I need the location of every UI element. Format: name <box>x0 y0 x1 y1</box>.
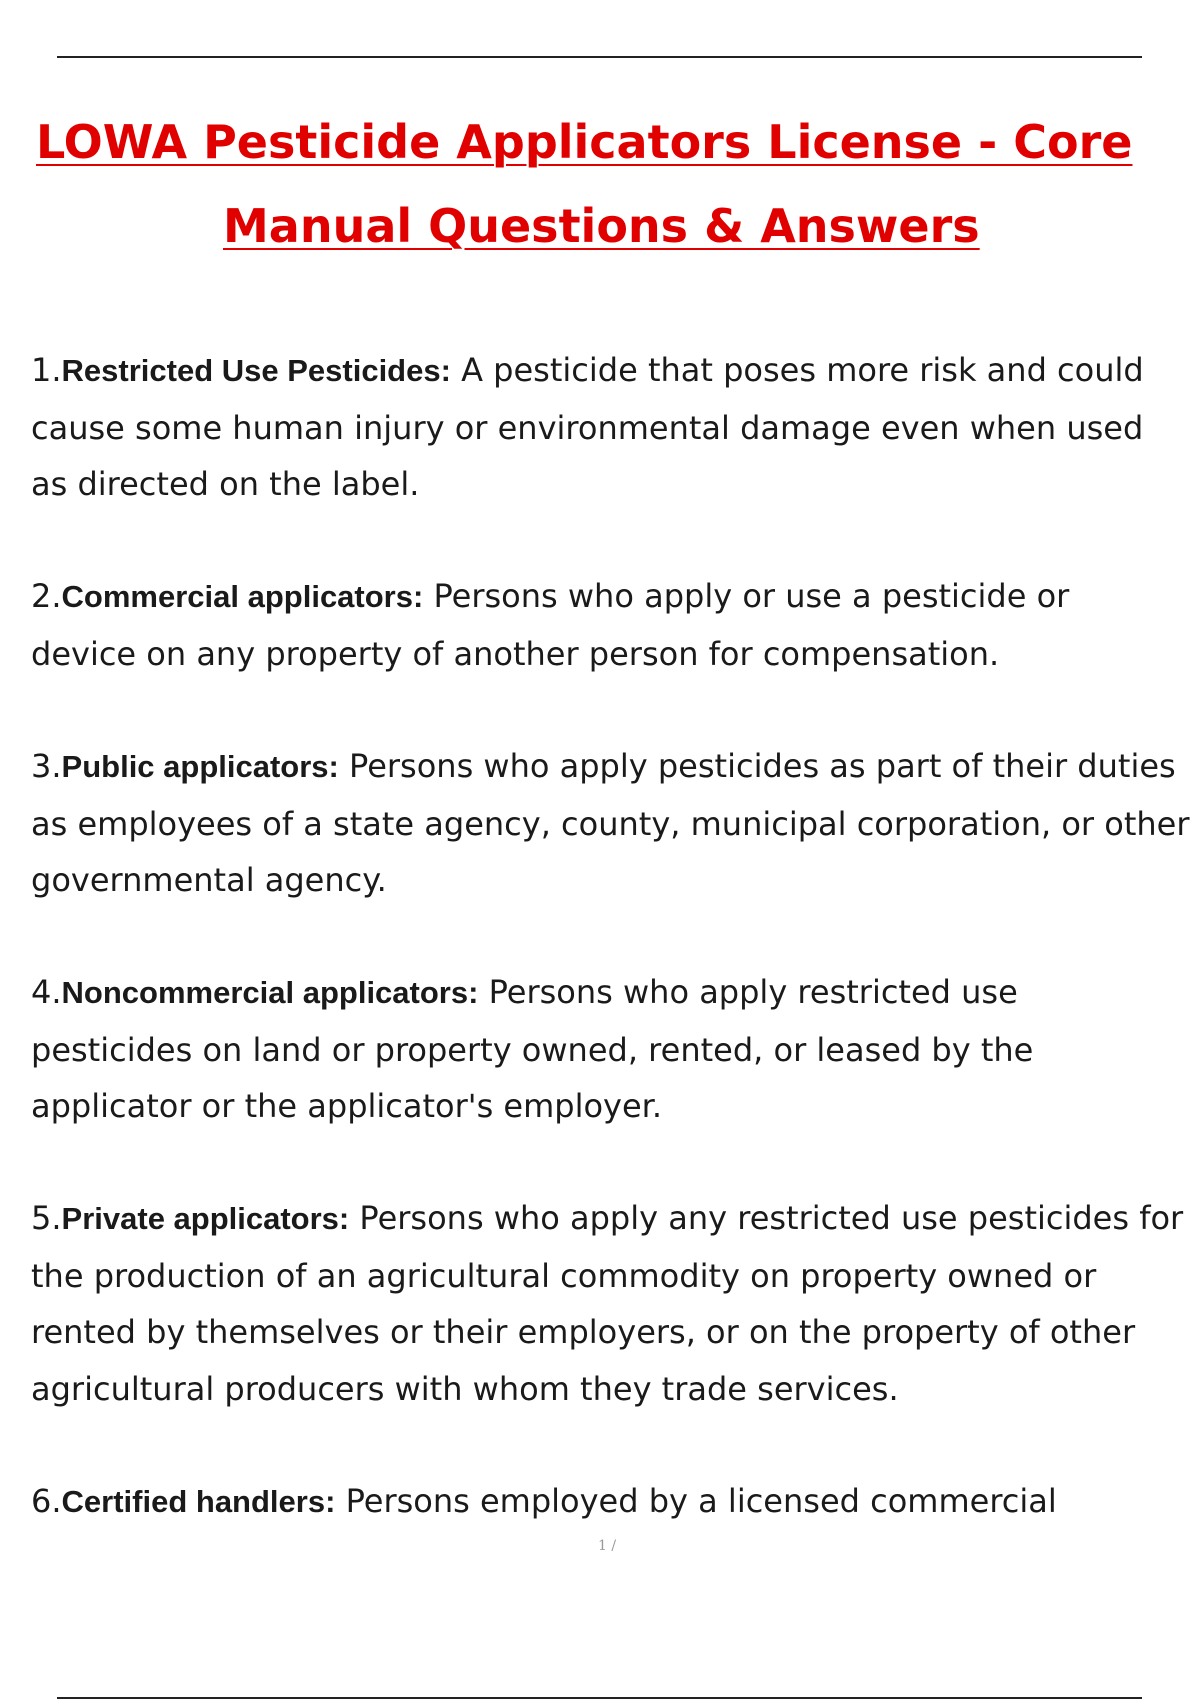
definition-line: the production of an agricultural commodity on property owned or <box>31 1256 1097 1295</box>
item-term: Certified handlers: <box>61 1484 336 1519</box>
definition-item-4 <box>31 964 1200 1135</box>
definition-line <box>31 1190 1200 1248</box>
definition-line: rented by themselves or their employers, or on the property of other <box>31 1313 1136 1351</box>
item-number: 5. <box>31 1199 62 1237</box>
definition-item-6 <box>31 1473 1200 1531</box>
definition-line <box>31 964 1200 1022</box>
item-term: Noncommercial applicators: <box>61 975 479 1010</box>
item-number: 2. <box>31 577 62 615</box>
item-term: Commercial applicators: <box>61 579 424 614</box>
definition-line <box>31 568 1200 626</box>
definition-line: as employees of a state agency, county, municipal corporation, or other <box>31 804 1190 843</box>
item-term: Restricted Use Pesticides: <box>61 353 451 388</box>
definition-line <box>31 738 1200 796</box>
definition-line: as directed on the label. <box>31 465 420 503</box>
definition-item-3 <box>31 738 1200 909</box>
title-line-2: Manual Questions & Answers <box>223 199 980 253</box>
definition-line: cause some human injury or environmental damage even when used <box>31 408 1144 447</box>
page-number: 1 / <box>598 1538 617 1554</box>
definition-line: governmental agency. <box>31 861 387 899</box>
item-text: Persons who apply or use a pesticide or <box>423 577 1070 615</box>
item-text: Persons who apply any restricted use pesticides for <box>349 1199 1184 1237</box>
item-term: Private applicators: <box>61 1201 350 1236</box>
bottom-rule <box>57 1697 1142 1699</box>
document-title <box>30 100 1200 268</box>
item-number: 6. <box>31 1482 62 1520</box>
item-number: 1. <box>31 351 62 389</box>
item-text: Persons who apply pesticides as part of their duties <box>338 747 1176 785</box>
top-rule <box>57 56 1142 58</box>
definition-item-5 <box>31 1190 1200 1417</box>
item-term: Public applicators: <box>61 749 339 784</box>
item-text: Persons who apply restricted use <box>478 973 1018 1011</box>
item-text: Persons employed by a licensed commercial <box>335 1482 1057 1520</box>
item-number: 4. <box>31 973 62 1011</box>
item-text: A pesticide that poses more risk and could <box>450 351 1144 389</box>
definition-item-1 <box>31 342 1200 513</box>
item-number: 3. <box>31 747 62 785</box>
definition-item-2 <box>31 568 1200 682</box>
definition-line: applicator or the applicator's employer. <box>31 1087 663 1125</box>
title-line-1: LOWA Pesticide Applicators License - Core <box>36 115 1133 169</box>
definition-line: agricultural producers with whom they trade services. <box>31 1369 899 1408</box>
definition-line <box>31 1473 1200 1531</box>
definition-line: pesticides on land or property owned, rented, or leased by the <box>31 1030 1034 1069</box>
definition-line <box>31 342 1200 400</box>
definition-line: device on any property of another person for compensation. <box>31 634 1000 673</box>
